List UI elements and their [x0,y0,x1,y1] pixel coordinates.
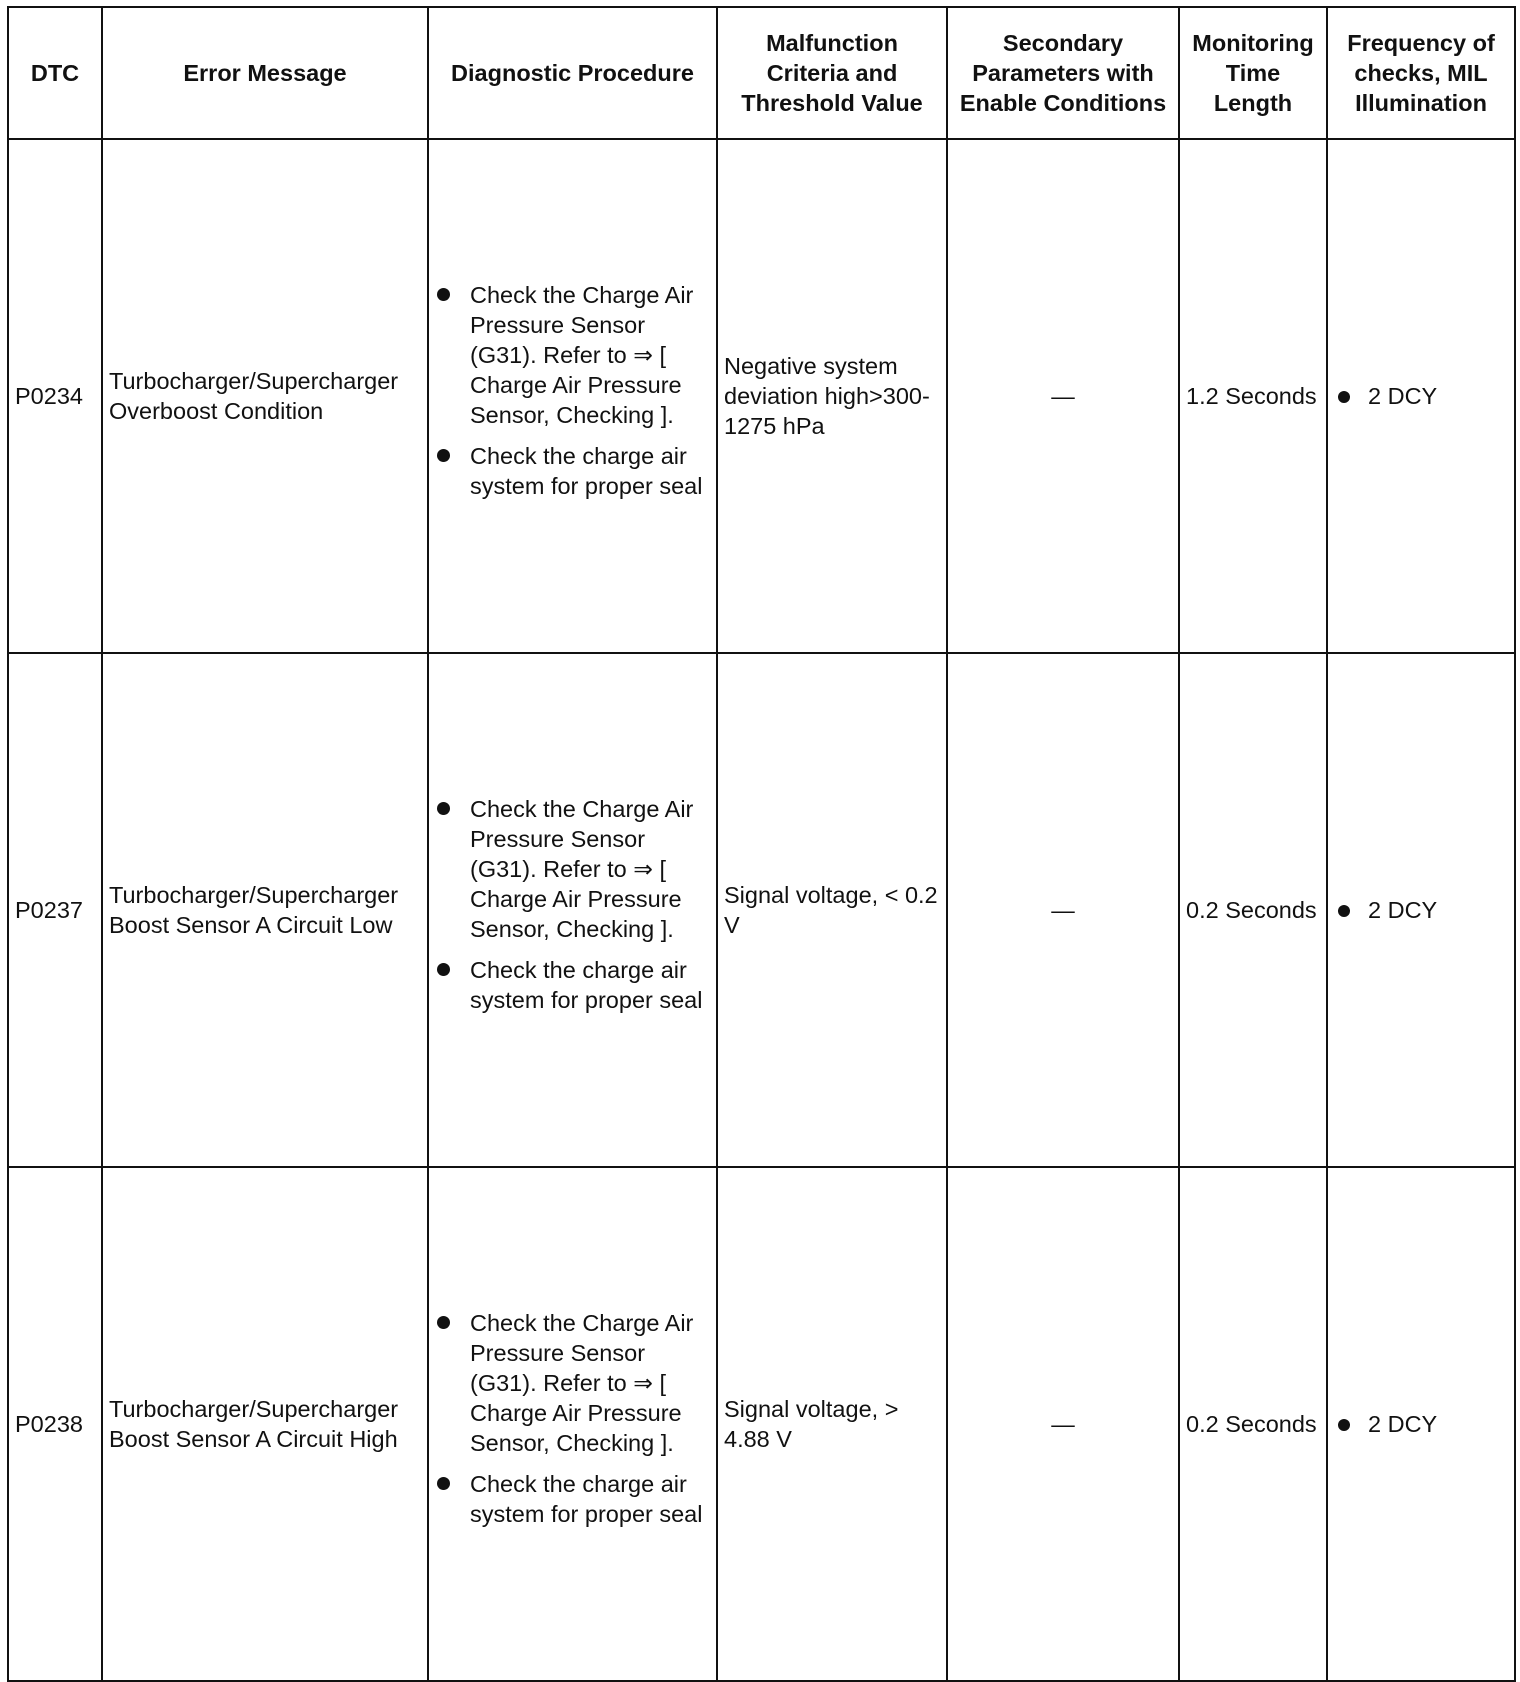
procedure-step: Check the charge air system for proper seal [435,1469,710,1529]
error-message: Turbocharger/Supercharger Boost Sensor A Circuit High [102,1167,428,1681]
table-row [8,653,1515,1167]
secondary-parameters: — [947,139,1179,653]
mil-frequency [1327,653,1515,1167]
header-error-message: Error Message [102,7,428,139]
dtc-code: P0237 [8,653,102,1167]
mil-frequency [1327,1167,1515,1681]
header-dtc: DTC [8,7,102,139]
procedure-step: Check the charge air system for proper seal [435,955,710,1015]
monitoring-time: 0.2 Seconds [1179,1167,1327,1681]
header-diagnostic-procedure: Diagnostic Procedure [428,7,717,139]
mil-item: 2 DCY [1334,1409,1508,1439]
header-frequency: Frequency of checks, MIL Illumination [1327,7,1515,139]
mil-item: 2 DCY [1334,895,1508,925]
dtc-code: P0234 [8,139,102,653]
malfunction-criteria: Signal voltage, > 4.88 V [717,1167,947,1681]
secondary-parameters: — [947,653,1179,1167]
dtc-table [7,6,1516,1682]
error-message: Turbocharger/Supercharger Overboost Condition [102,139,428,653]
diagnostic-procedure [428,1167,717,1681]
malfunction-criteria: Signal voltage, < 0.2 V [717,653,947,1167]
procedure-list [435,280,710,501]
dtc-code: P0238 [8,1167,102,1681]
mil-frequency [1327,139,1515,653]
monitoring-time: 1.2 Seconds [1179,139,1327,653]
monitoring-time: 0.2 Seconds [1179,653,1327,1167]
procedure-list [435,1308,710,1529]
table-row [8,1167,1515,1681]
procedure-list [435,794,710,1015]
diagnostic-procedure [428,653,717,1167]
secondary-parameters: — [947,1167,1179,1681]
procedure-step: Check the charge air system for proper seal [435,441,710,501]
header-row [8,7,1515,139]
diagnostic-procedure [428,139,717,653]
header-monitoring-time: Monitoring Time Length [1179,7,1327,139]
header-secondary-parameters: Secondary Parameters with Enable Conditions [947,7,1179,139]
procedure-step: Check the Charge Air Pressure Sensor (G31). Refer to ⇒ [ Charge Air Pressure Sensor, Checking ]. [435,1308,710,1458]
table-row [8,139,1515,653]
malfunction-criteria: Negative system deviation high>300-1275 hPa [717,139,947,653]
procedure-step: Check the Charge Air Pressure Sensor (G31). Refer to ⇒ [ Charge Air Pressure Sensor, Checking ]. [435,794,710,944]
error-message: Turbocharger/Supercharger Boost Sensor A Circuit Low [102,653,428,1167]
procedure-step: Check the Charge Air Pressure Sensor (G31). Refer to ⇒ [ Charge Air Pressure Sensor, Checking ]. [435,280,710,430]
mil-item: 2 DCY [1334,381,1508,411]
header-malfunction-criteria: Malfunction Criteria and Threshold Value [717,7,947,139]
